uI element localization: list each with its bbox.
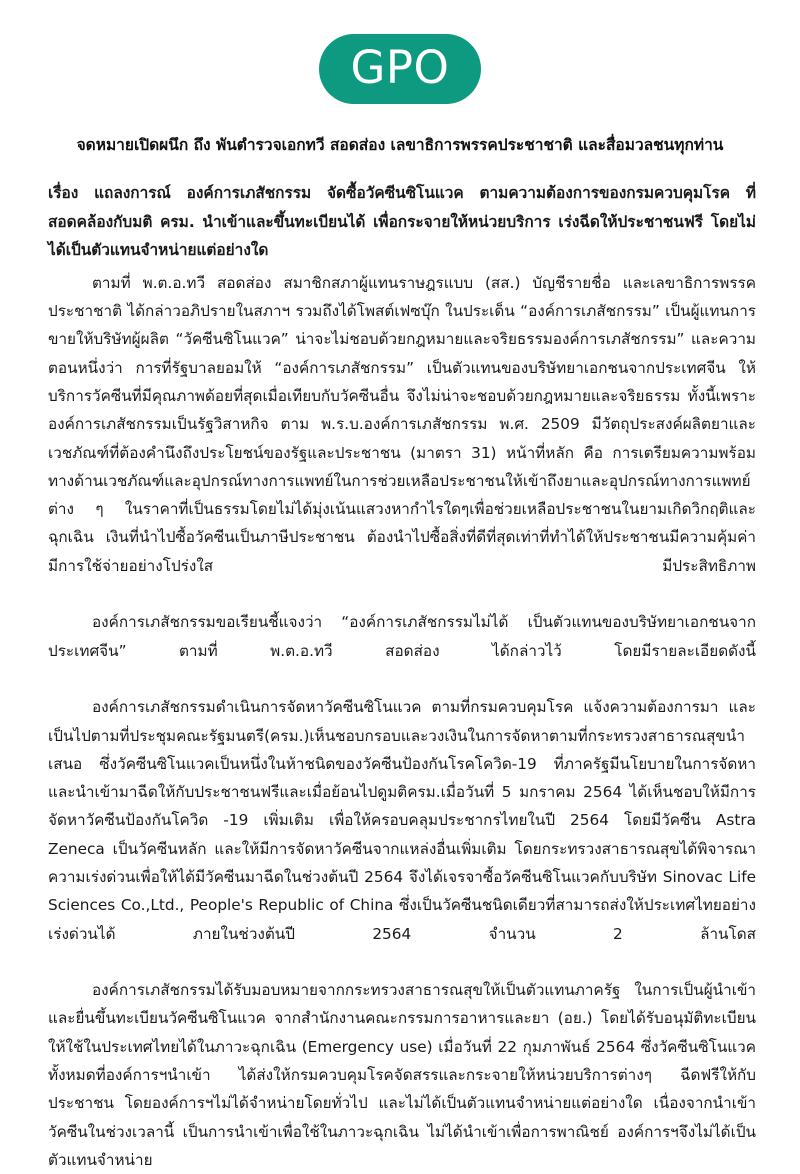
body-paragraph-1: ตามที่ พ.ต.อ.ทวี สอดส่อง สมาชิกสภาผู้แทนราษฎรแบบ (สส.) บัญชีรายชื่อ และเลขาธิการพรรคประชาชาติ ได้กล่าวอภิปรายในสภาฯ รวมถึงได้โพสต์เฟซบุ๊ก ในประเด็น “องค์การเภสัชกรรม” เป็นผู้แทนการขายให้บริษัทผู้ผลิต “วัคซีนซิโนแวค” น่าจะไม่ชอบด้วยกฎหมายและจริยธรรมองค์การเภสัชกรรม” และความตอนหนึ่งว่า การที่รัฐบาลยอมให้ “องค์การเภสัชกรรม” เป็นตัวแทนของบริษัทยาเอกชนจากประเทศจีน ให้บริการวัคซีนที่มีคุณภาพด้อยที่สุดเมื่อเทียบกับวัคซีนอื่น จึงไม่น่าจะชอบด้วยกฎหมายและจริยธรรม ทั้งนี้เพราะองค์การเภสัชกรรมเป็นรัฐวิสาหกิจ ตาม พ.ร.บ.องค์การเภสัชกรรม พ.ศ. 2509 มีวัตถุประสงค์ผลิตยาและเวชภัณฑ์ที่ต้องคำนึงถึงประโยชน์ของรัฐและประชาชน (มาตรา 31) หน้าที่หลัก คือ การเตรียมความพร้อมทางด้านเวชภัณฑ์และอุปกรณ์ทางการแพทย์ในการช่วยเหลือประชาชนให้เข้าถึงยาและอุปกรณ์ทางการแพทย์ต่าง ๆ ในราคาที่เป็นธรรมโดยไม่ได้มุ่งเน้นแสวงหากำไรใดๆเพื่อช่วยเหลือประชาชนในยามเกิดวิกฤติและฉุกเฉิน เงินที่นำไปซื้อวัคซีนเป็นภาษีประชาชน ต้องนำไปซื้อสิ่งที่ดีที่สุดเท่าที่ทำได้ให้ประชาชนมีความคุ้มค่า มีการใช้จ่ายอย่างโปร่งใส มีประสิทธิภาพ [48,273,756,575]
document-heading: จดหมายเปิดผนึก ถึง พันตำรวจเอกทวี สอดส่อง เลขาธิการพรรคประชาชาติ และสื่อมวลชนทุกท่าน [76,136,724,154]
gpo-logo-text: GPO [350,41,450,94]
logo-area [0,0,800,110]
subject-paragraph: เรื่อง แถลงการณ์ องค์การเภสัชกรรม จัดซื้อวัคซีนซิโนแวค ตามความต้องการของกรมควบคุมโรค ที่สอดคล้องกับมติ ครม. นำเข้าและขึ้นทะเบียนได้ เพื่อกระจายให้หน่วยบริการ เร่งฉีดให้ประชาชนฟรี โดยไม่ได้เป็นตัวแทนจำหน่ายแต่อย่างใด [48,184,756,260]
gpo-logo [319,34,481,104]
body-paragraph-2: องค์การเภสัชกรรมขอเรียนชี้แจงว่า “องค์การเภสัชกรรมไม่ได้ เป็นตัวแทนของบริษัทยาเอกชนจากประเทศจีน” ตามที่ พ.ต.อ.ทวี สอดส่อง ได้กล่าวไว้ โดยมีรายละเอียดดังนี้ [48,613,756,660]
body-paragraph-4: องค์การเภสัชกรรมได้รับมอบหมายจากกระทรวงสาธารณสุขให้เป็นตัวแทนภาครัฐ ในการเป็นผู้นำเข้าและยื่นขึ้นทะเบียนวัคซีนซิโนแวค จากสำนักงานคณะกรรมการอาหารและยา (อย.) โดยได้รับอนุมัติทะเบียนให้ใช้ในประเทศไทยได้ในภาวะฉุกเฉิน (Emergency use) เมื่อวันที่ 22 กุมภาพันธ์ 2564 ซึ่งวัคซีนซิโนแวคทั้งหมดที่องค์การฯนำเข้า ได้ส่งให้กรมควบคุมโรคจัดสรรและกระจายให้หน่วยบริการต่างๆ ฉีดฟรีให้กับประชาชน โดยองค์การฯไม่ได้จำหน่ายโดยทั่วไป และไม่ได้เป็นตัวแทนจำหน่ายแต่อย่างใด เนื่องจากนำเข้าวัคซีนในช่วงเวลานี้ เป็นการนำเข้าเพื่อใช้ในภาวะฉุกเฉิน ไม่ได้นำเข้าเพื่อการพาณิชย์ องค์การฯจึงไม่ได้เป็นตัวแทนจำหน่าย [48,981,756,1169]
body-paragraph-3: องค์การเภสัชกรรมดำเนินการจัดหาวัคซีนซิโนแวค ตามที่กรมควบคุมโรค แจ้งความต้องการมา และเป็นไปตามที่ประชุมคณะรัฐมนตรี(ครม.)เห็นชอบกรอบและวงเงินในการจัดหาตามที่กระทรวงสาธารณสุขนำเสนอ ซึ่งวัคซีนซิโนแวคเป็นหนึ่งในห้าชนิดของวัคซีนป้องกันโรคโควิด-19 ที่ภาครัฐมีนโยบายในการจัดหาและนำเข้ามาฉีดให้กับประชาชนฟรีและเมื่อย้อนไปดูมติครม.เมื่อวันที่ 5 มกราคม 2564 ได้เห็นชอบให้มีการจัดหาวัคซีนป้องกันโควิด -19 เพิ่มเติม เพื่อให้ครอบคลุมประชากรไทยในปี 2564 โดยมีวัคซีน Astra Zeneca เป็นวัคซีนหลัก และให้มีการจัดหาวัคซีนจากแหล่งอื่นเพิ่มเติม โดยกระทรวงสาธารณสุขได้พิจารณาความเร่งด่วนเพื่อให้ได้มีวัคซีนมาฉีดในช่วงต้นปี 2564 จึงได้เจรจาซื้อวัคซีนซิโนแวคกับบริษัท Sinovac Life Sciences Co.,Ltd., People's Republic of China ซึ่งเป็นวัคซีนชนิดเดียวที่สามารถส่งให้ประเทศไทยอย่างเร่งด่วนได้ ภายในช่วงต้นปี 2564 จำนวน 2 ล้านโดส [48,698,756,943]
document-body [0,179,800,1174]
